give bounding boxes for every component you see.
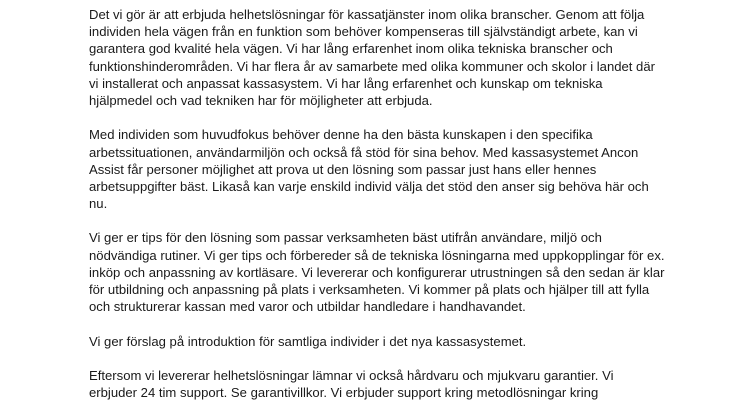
- text-line: funktionshinderområden. Vi har flera år av samarbete med olika kommuner och skolor i landet där: [89, 58, 655, 74]
- text-line: Vi ger er tips för den lösning som passar verksamheten bäst utifrån användare, miljö och: [89, 230, 602, 246]
- text-line: nödvändiga rutiner. Vi ger tips och förbereder så de tekniska lösningarna med uppkopplingar för ex.: [89, 247, 665, 263]
- paragraph-introduction: [89, 333, 729, 350]
- text-line: individen hela vägen från en funktion som behöver kompenseras till självständigt arbete, kan vi: [89, 24, 638, 40]
- text-line: vi installerat och anpassat kassasystem. Vi har lång erfarenhet och kunskap om tekniska: [89, 75, 603, 91]
- document-page: [89, 6, 729, 419]
- paragraph-warranty: [89, 367, 729, 401]
- text-line: Det vi gör är att erbjuda helhetslösningar för kassatjänster inom olika branscher. Genom att följa: [89, 7, 645, 22]
- text-line: arbetssituationen, användarmiljön och också få stöd för sina behov. Med kassasystemet Ancon: [89, 144, 639, 160]
- paragraph-tips: [89, 229, 729, 315]
- text-line: erbjuder 24 tim support. Se garantivillkor. Vi erbjuder support kring metodlösningar kring: [89, 385, 599, 401]
- text-line: inköp och anpassning av kortläsare. Vi levererar och konfigurerar utrustningen så den sedan är klar: [89, 264, 665, 280]
- text-line: Med individen som huvudfokus behöver denne ha den bästa kunskapen i den specifika: [89, 127, 593, 143]
- text-line: Eftersom vi levererar helhetslösningar lämnar vi också hårdvaru och mjukvaru garantier. Vi: [89, 367, 614, 383]
- text-line: hjälpmedel och vad tekniken har för möjligheter att erbjuda.: [89, 92, 433, 108]
- text-line: garantera god kvalité hela vägen. Vi har lång erfarenhet inom olika tekniska branscher och: [89, 41, 613, 57]
- text-line: Vi ger förslag på introduktion för samtliga individer i det nya kassasystemet.: [89, 333, 527, 349]
- text-line: och strukturerar kassan med varor och utbildar handledare i handhavandet.: [89, 299, 526, 315]
- paragraph-individual-focus: [89, 126, 729, 212]
- text-line: arbetsuppgifter bäst. Likaså kan varje enskild individ välja det stöd den anser sig behöva här och: [89, 178, 649, 194]
- text-line: Assist får personer möjlighet att prova ut den lösning som passar just hans eller hennes: [89, 161, 597, 177]
- text-line: för utbildning och anpassning på plats i verksamheten. Vi kommer på plats och hjälper till att fylla: [89, 282, 650, 297]
- text-line: nu.: [89, 196, 108, 212]
- paragraph-intro: [89, 6, 729, 109]
